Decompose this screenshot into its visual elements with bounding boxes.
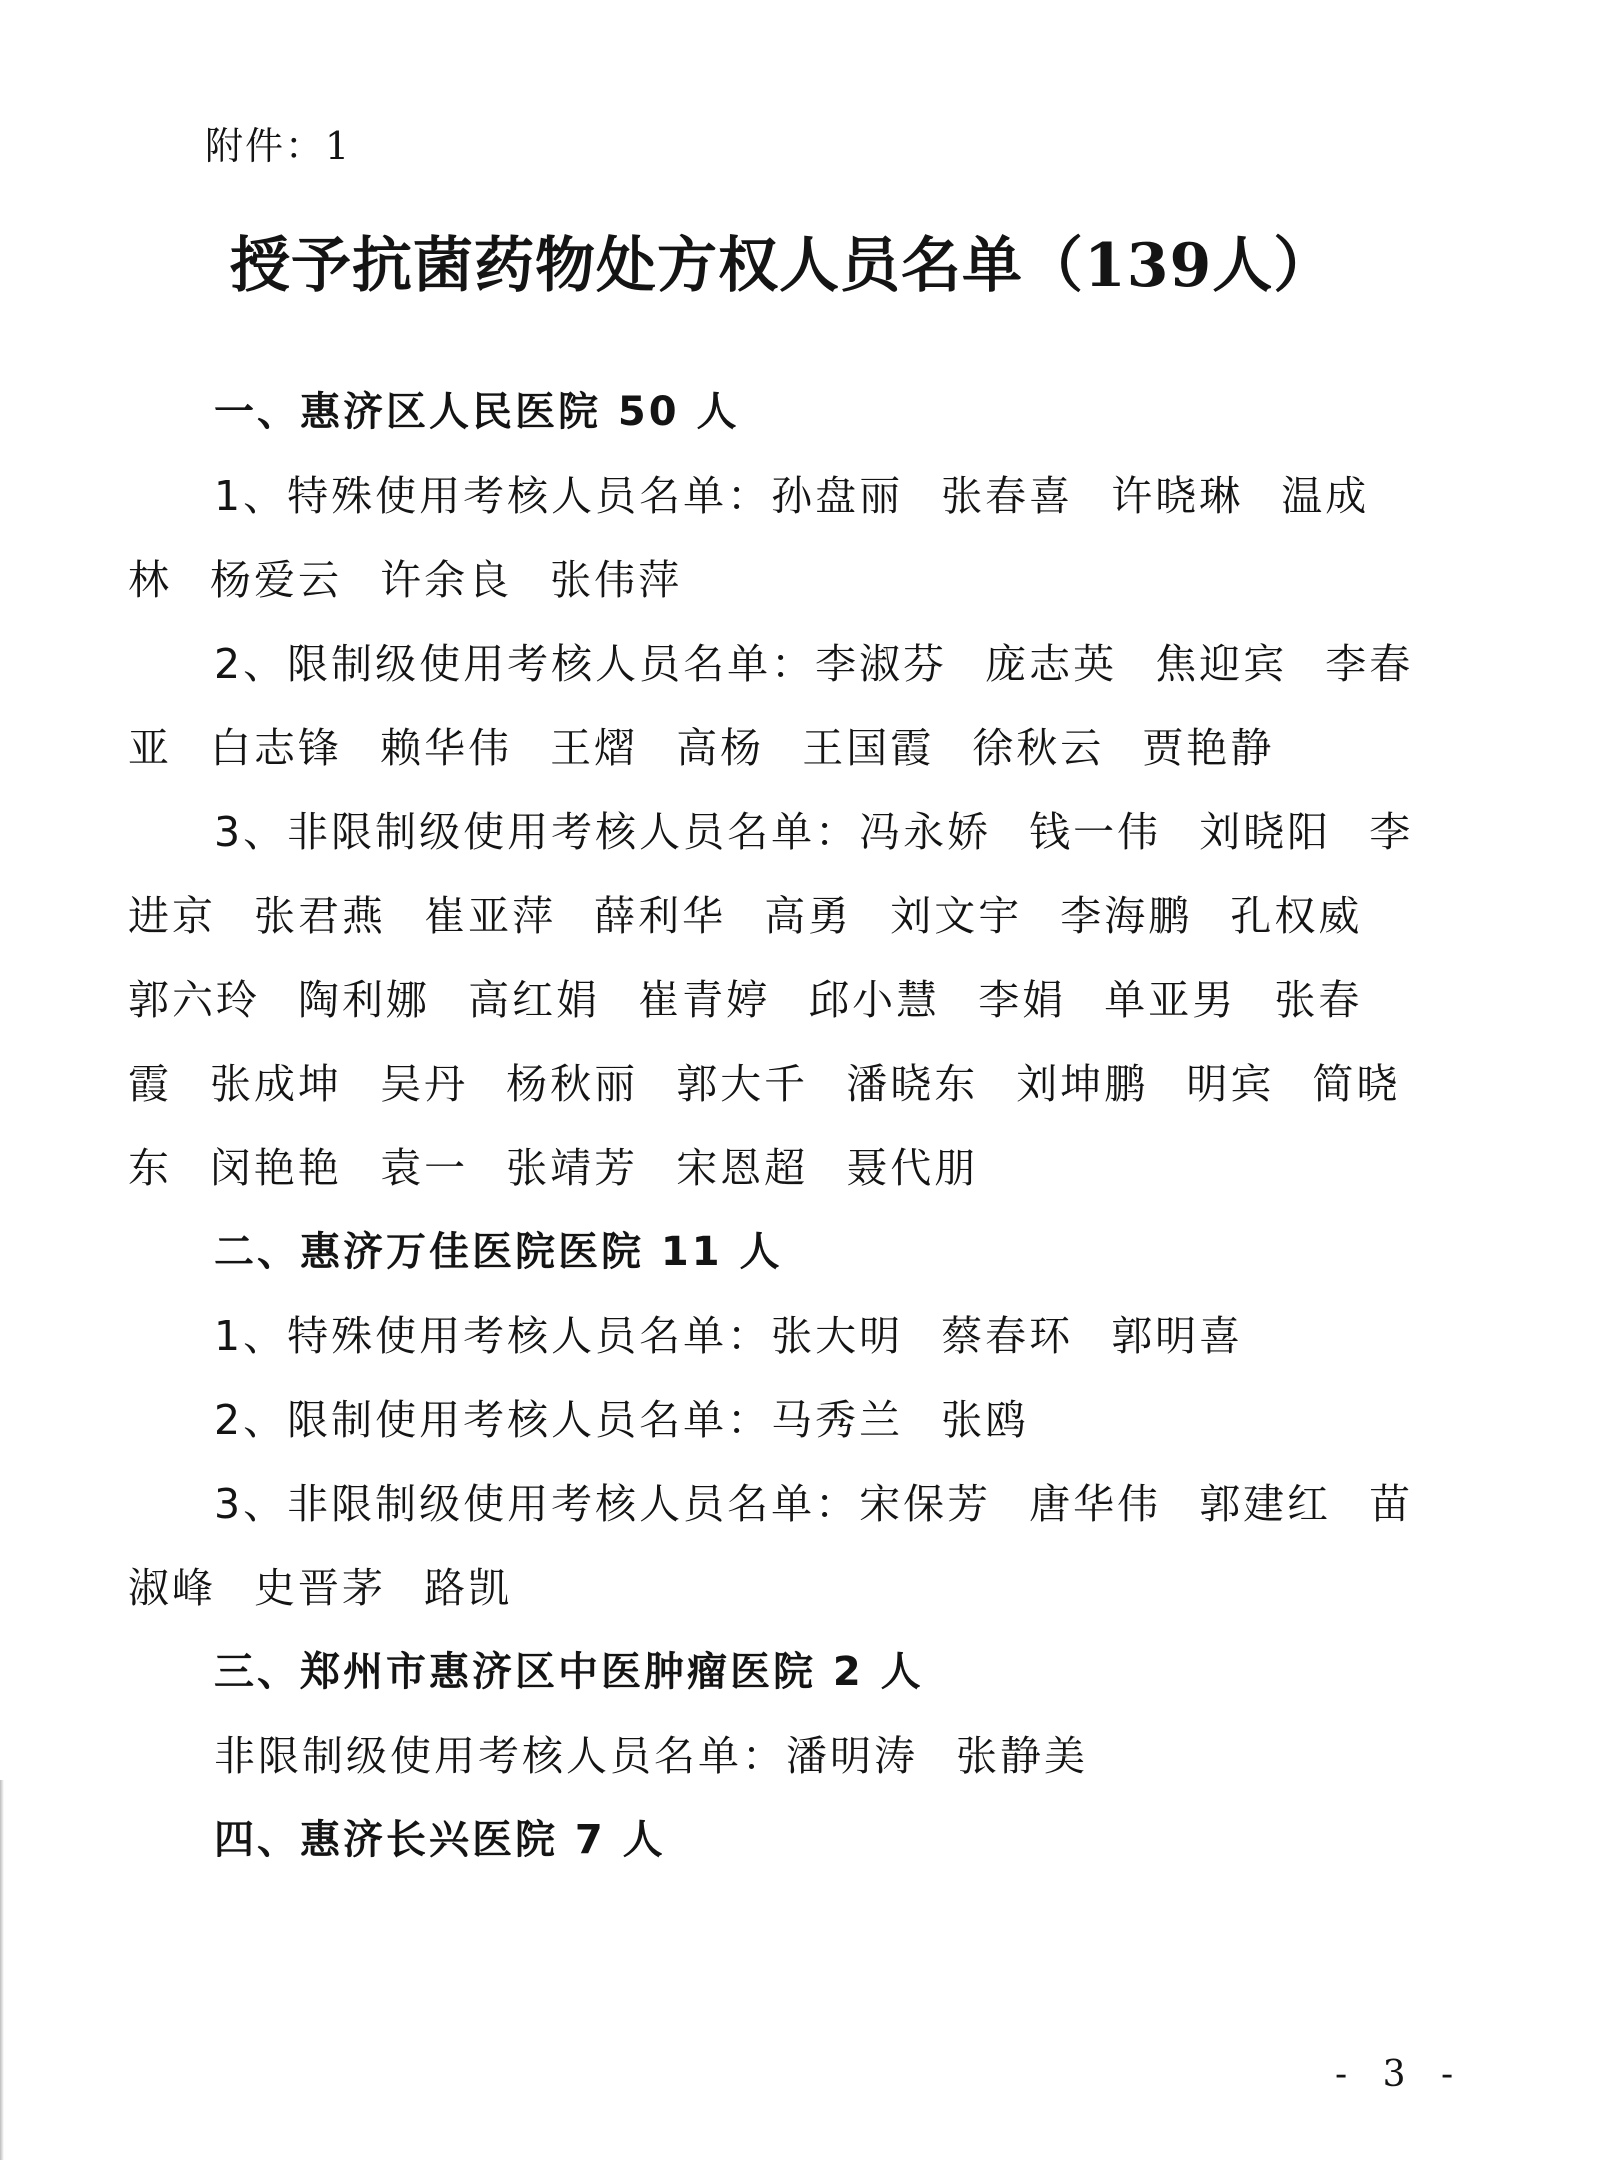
assessment-category-label: 3、非限制级使用考核人员名单： (214, 808, 860, 856)
person-name: 唐华伟 (1029, 1480, 1162, 1528)
assessment-list-item (128, 622, 1428, 790)
person-name: 马秀兰 (771, 1396, 904, 1444)
person-name: 赖华伟 (380, 724, 513, 772)
person-name: 刘文宇 (890, 892, 1023, 940)
person-name: 焦迎宾 (1155, 640, 1288, 688)
person-name: 高红娟 (468, 976, 601, 1024)
person-name: 闵艳艳 (210, 1144, 343, 1192)
person-name: 孙盘丽 (771, 472, 904, 520)
person-name: 郭建红 (1199, 1480, 1332, 1528)
person-name: 钱一伟 (1029, 808, 1162, 856)
person-name: 吴丹 (380, 1060, 469, 1108)
person-name: 明宾 (1186, 1060, 1275, 1108)
person-name: 刘坤鹏 (1016, 1060, 1149, 1108)
person-name: 张静美 (956, 1732, 1089, 1780)
document-body (128, 370, 1428, 1882)
assessment-list-item (128, 1462, 1428, 1630)
person-name: 张君燕 (254, 892, 387, 940)
person-name: 宋恩超 (676, 1144, 809, 1192)
person-name: 许余良 (380, 556, 513, 604)
person-name: 张成坤 (210, 1060, 343, 1108)
section-heading: 一、惠济区人民医院 50 人 (214, 389, 740, 435)
section-heading: 四、惠济长兴医院 7 人 (214, 1817, 666, 1863)
person-name: 陶利娜 (298, 976, 431, 1024)
person-name: 邱小慧 (808, 976, 941, 1024)
person-name: 李进京 (128, 808, 1414, 940)
assessment-list-item (128, 1294, 1428, 1378)
person-name: 宋保芳 (859, 1480, 992, 1528)
person-name: 袁一 (380, 1144, 469, 1192)
person-name: 史晋茅 (254, 1564, 387, 1612)
person-name: 郭六玲 (128, 976, 260, 1024)
person-name: 冯永娇 (859, 808, 992, 856)
person-name: 崔亚萍 (424, 892, 557, 940)
assessment-category-label: 1、特殊使用考核人员名单： (214, 472, 772, 520)
person-name: 白志锋 (210, 724, 343, 772)
person-name: 李海鹏 (1060, 892, 1193, 940)
person-name: 潘晓东 (846, 1060, 979, 1108)
assessment-list-item (128, 1714, 1428, 1798)
person-name: 刘晓阳 (1199, 808, 1332, 856)
assessment-list-item (128, 454, 1428, 622)
person-name: 李娟 (978, 976, 1067, 1024)
person-name: 庞志英 (985, 640, 1118, 688)
person-name: 简晓东 (128, 1060, 1401, 1192)
person-name: 张伟萍 (550, 556, 683, 604)
person-name: 徐秋云 (972, 724, 1105, 772)
person-name: 郭大千 (676, 1060, 809, 1108)
person-name: 李春亚 (128, 640, 1414, 772)
assessment-category-label: 3、非限制级使用考核人员名单： (214, 1480, 860, 1528)
person-name: 张大明 (771, 1312, 904, 1360)
person-name: 苗淑峰 (128, 1480, 1414, 1612)
page-number: - 3 - (1335, 2054, 1466, 2095)
person-name: 路凯 (424, 1564, 513, 1612)
section-heading: 三、郑州市惠济区中医肿瘤医院 2 人 (214, 1649, 924, 1695)
person-name: 张鸥 (941, 1396, 1030, 1444)
person-name: 崔青婷 (638, 976, 771, 1024)
person-name: 蔡春环 (941, 1312, 1074, 1360)
person-name: 杨秋丽 (506, 1060, 639, 1108)
assessment-list-item (128, 1378, 1428, 1462)
person-name: 单亚男 (1104, 976, 1237, 1024)
person-name: 杨爱云 (210, 556, 343, 604)
person-name: 郭明喜 (1111, 1312, 1244, 1360)
person-name: 聂代朋 (846, 1144, 979, 1192)
person-name: 孔权威 (1230, 892, 1363, 940)
person-name: 许晓琳 (1111, 472, 1244, 520)
person-name: 李淑芬 (815, 640, 948, 688)
section-heading: 二、惠济万佳医院医院 11 人 (214, 1229, 783, 1275)
person-name: 贾艳静 (1142, 724, 1275, 772)
person-name: 张靖芳 (506, 1144, 639, 1192)
attachment-label: 附件：1 (205, 124, 352, 168)
person-name: 高勇 (764, 892, 853, 940)
person-name: 高杨 (676, 724, 765, 772)
assessment-category-label: 非限制级使用考核人员名单： (214, 1732, 786, 1780)
person-name: 温成林 (128, 472, 1370, 604)
person-name: 王国霞 (802, 724, 935, 772)
document-title: 授予抗菌药物处方权人员名单（139人） (230, 231, 1335, 302)
assessment-category-label: 2、限制级使用考核人员名单： (214, 640, 816, 688)
person-name: 王熠 (550, 724, 639, 772)
scan-page-edge (0, 1780, 4, 2160)
person-name: 张春喜 (941, 472, 1074, 520)
assessment-list-item (128, 790, 1428, 1210)
person-name: 张春霞 (128, 976, 1363, 1108)
assessment-category-label: 1、特殊使用考核人员名单： (214, 1312, 772, 1360)
person-name: 潘明涛 (786, 1732, 918, 1780)
assessment-category-label: 2、限制使用考核人员名单： (214, 1396, 772, 1444)
person-name: 薛利华 (594, 892, 727, 940)
